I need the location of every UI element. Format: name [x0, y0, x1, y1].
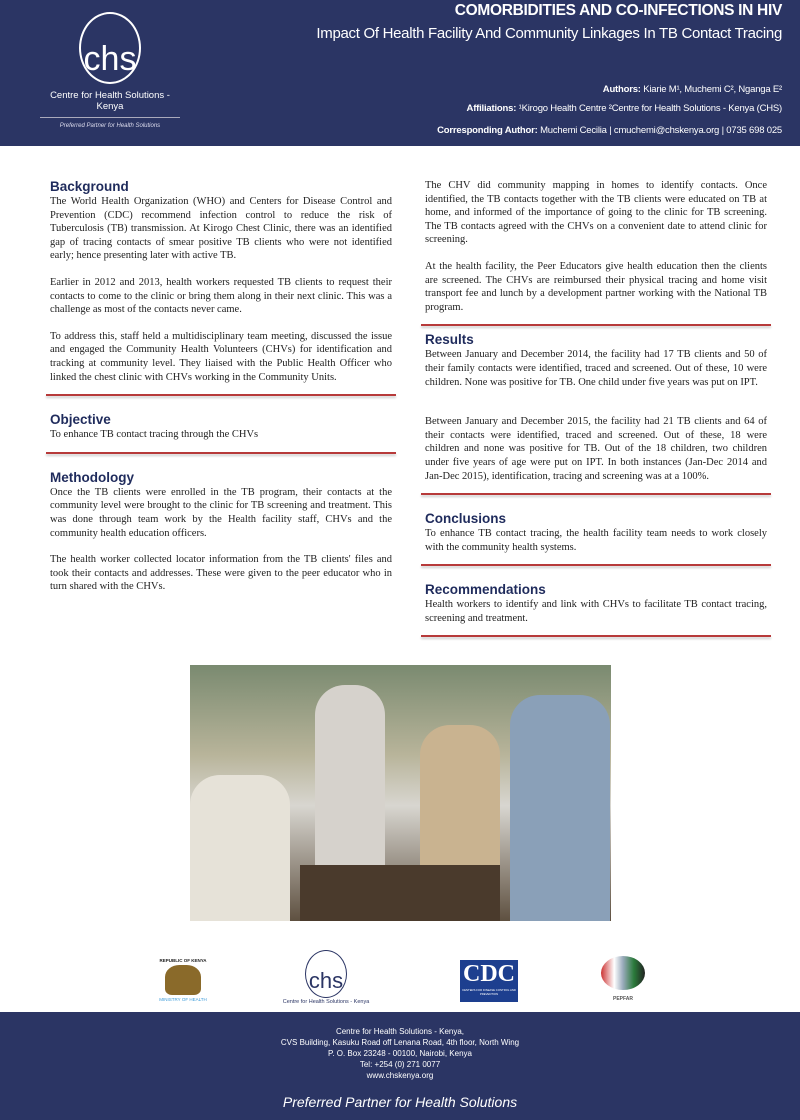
methodology-paragraph: Once the TB clients were enrolled in the TB program, their contacts at the community level were brought to the clinic for TB screening and treatment. This was done through team work by the Health facility staff, CHVs and the community health education officers. — [50, 486, 392, 539]
pepfar-emblem-icon — [601, 956, 645, 990]
pepfar-logo — [598, 956, 648, 1002]
partner-logos — [0, 950, 800, 1008]
corresponding-label: Corresponding Author: — [437, 125, 538, 136]
objective-heading: Objective — [50, 412, 111, 428]
methodology-paragraph: The CHV did community mapping in homes to identify contacts. Once identified, the TB contacts together with the TB clients were educated on TB at home, and informed of the importance of going to the clinic for TB screening. The TB contacts agreed with the CHVs on a convenient date to attend clinic for screening. — [425, 180, 767, 246]
section-divider — [46, 394, 396, 396]
authors-value: Kiarie M¹, Muchemi C², Nganga E² — [643, 84, 782, 95]
cdc-logo — [460, 960, 518, 1002]
cdc-subtitle: CENTERS FOR DISEASE CONTROL AND PREVENTION — [462, 988, 516, 996]
right-column — [425, 179, 767, 653]
left-column — [50, 179, 392, 607]
footer-tagline: Preferred Partner for Health Solutions — [282, 1094, 518, 1110]
footer-address — [0, 1026, 800, 1081]
results-heading: Results — [425, 332, 474, 348]
chs-logo-mark: chs — [79, 12, 141, 84]
methodology-paragraph: The health worker collected locator information from the TB clients' files and took their contacts and addresses. These were given to the peer educator who in turn shared with the CHVs. — [50, 554, 392, 593]
poster-title: COMORBIDITIES AND CO-INFECTIONS IN HIV — [454, 2, 782, 19]
results-paragraph: Between January and December 2014, the facility had 17 TB clients and 50 of their family contacts were identified, traced and screened. Out of these, 10 were children. None was positive for TB. One child under five years was put on IPT. — [425, 349, 767, 388]
recommendations-paragraph: Health workers to identify and link with CHVs to facilitate TB contact tracing, screening and treatment. — [425, 599, 767, 624]
conclusions-paragraph: To enhance TB contact tracing, the health facility team needs to work closely with the community health systems. — [425, 528, 767, 553]
background-paragraph: The World Health Organization (WHO) and Centers for Disease Control and Prevention (CDC) recommend infection control to reduce the risk of Tuberculosis (TB) transmission. At Kirogo Chest Clinic, there was an identified gap of tracing contacts of smear positive TB clients who were not identified early; hence presenting later with active TB. — [50, 196, 392, 262]
affiliations — [467, 103, 782, 114]
address-line: Centre for Health Solutions - Kenya, — [335, 1027, 465, 1036]
poster-header — [0, 0, 800, 146]
kenya-logo-bottom: MINISTRY OF HEALTH — [159, 997, 207, 1002]
kenya-logo-top: REPUBLIC OF KENYA — [159, 958, 207, 963]
recommendations-heading: Recommendations — [425, 582, 546, 598]
chs-logo — [40, 12, 180, 129]
cdc-mark: CDC — [463, 961, 515, 987]
background-paragraph: Earlier in 2012 and 2013, health workers requested TB clients to request their contacts to come to the clinic or bring them along in their next clinic. This was a challenge as most of the contacts never came. — [50, 276, 392, 316]
methodology-paragraph: At the health facility, the Peer Educators give health education then the clients are screened. The CHVs are reimbursed their physical tracing and home visit transport fee and lunch by a development partner working with the National TB program. — [425, 260, 767, 313]
address-line: CVS Building, Kasuku Road off Lenana Road, 4th floor, North Wing — [280, 1038, 520, 1047]
kenya-moh-logo — [155, 958, 211, 1002]
section-divider — [421, 635, 771, 637]
chs-partner-logo — [278, 950, 374, 1005]
chs-partner-name: Centre for Health Solutions - Kenya — [282, 999, 370, 1005]
corresponding-author — [437, 125, 782, 136]
address-line: P. O. Box 23248 - 00100, Nairobi, Kenya — [328, 1049, 472, 1058]
background-heading: Background — [50, 179, 129, 194]
section-divider — [421, 564, 771, 566]
chs-mark: chs — [305, 950, 347, 998]
section-divider — [46, 452, 396, 454]
poster-footer — [0, 1012, 800, 1120]
section-divider — [421, 493, 771, 495]
section-divider — [421, 324, 771, 326]
authors — [603, 84, 782, 95]
objective-paragraph: To enhance TB contact tracing through the CHVs — [50, 429, 259, 441]
coat-of-arms-icon — [165, 965, 201, 995]
chs-logo-name: Centre for Health Solutions - Kenya — [40, 90, 180, 118]
pepfar-label: PEPFAR — [612, 996, 633, 1002]
background-paragraph: To address this, staff held a multidisciplinary team meeting, discussed the issue and engaged the Community Health Volunteers (CHVs) for identification and tracking at community level. They liaised with the Public Health Officer who linked the chest clinic with CHVs working in the Community Units. — [50, 330, 392, 383]
address-line: Tel: +254 (0) 271 0077 — [359, 1060, 441, 1069]
authors-label: Authors: — [602, 84, 641, 95]
results-paragraph: Between January and December 2015, the facility had 21 TB clients and 64 of their contacts were identified, traced and screened. Out of these, 18 were children and none was positive for TB. Out of the 18 children, two children under five years of age were put on IPT. In both instances (Jan-Dec 2014 and Jan-Dec 2015), identification, tracing and screening was at a 100%. — [425, 416, 767, 482]
poster-subtitle: Impact Of Health Facility And Community Linkages In TB Contact Tracing — [316, 25, 782, 42]
corresponding-value: Muchemi Cecilia | cmuchemi@chskenya.org | 0735 698 025 — [540, 125, 782, 136]
methodology-heading: Methodology — [50, 469, 134, 485]
chs-logo-tagline: Preferred Partner for Health Solutions — [59, 123, 161, 129]
community-meeting-photo — [190, 665, 611, 921]
affiliations-label: Affiliations: — [466, 103, 517, 114]
affiliations-value: ¹Kirogo Health Centre ²Centre for Health Solutions - Kenya (CHS) — [518, 103, 782, 114]
website-link[interactable]: www.chskenya.org — [366, 1071, 434, 1080]
conclusions-heading: Conclusions — [425, 511, 507, 527]
